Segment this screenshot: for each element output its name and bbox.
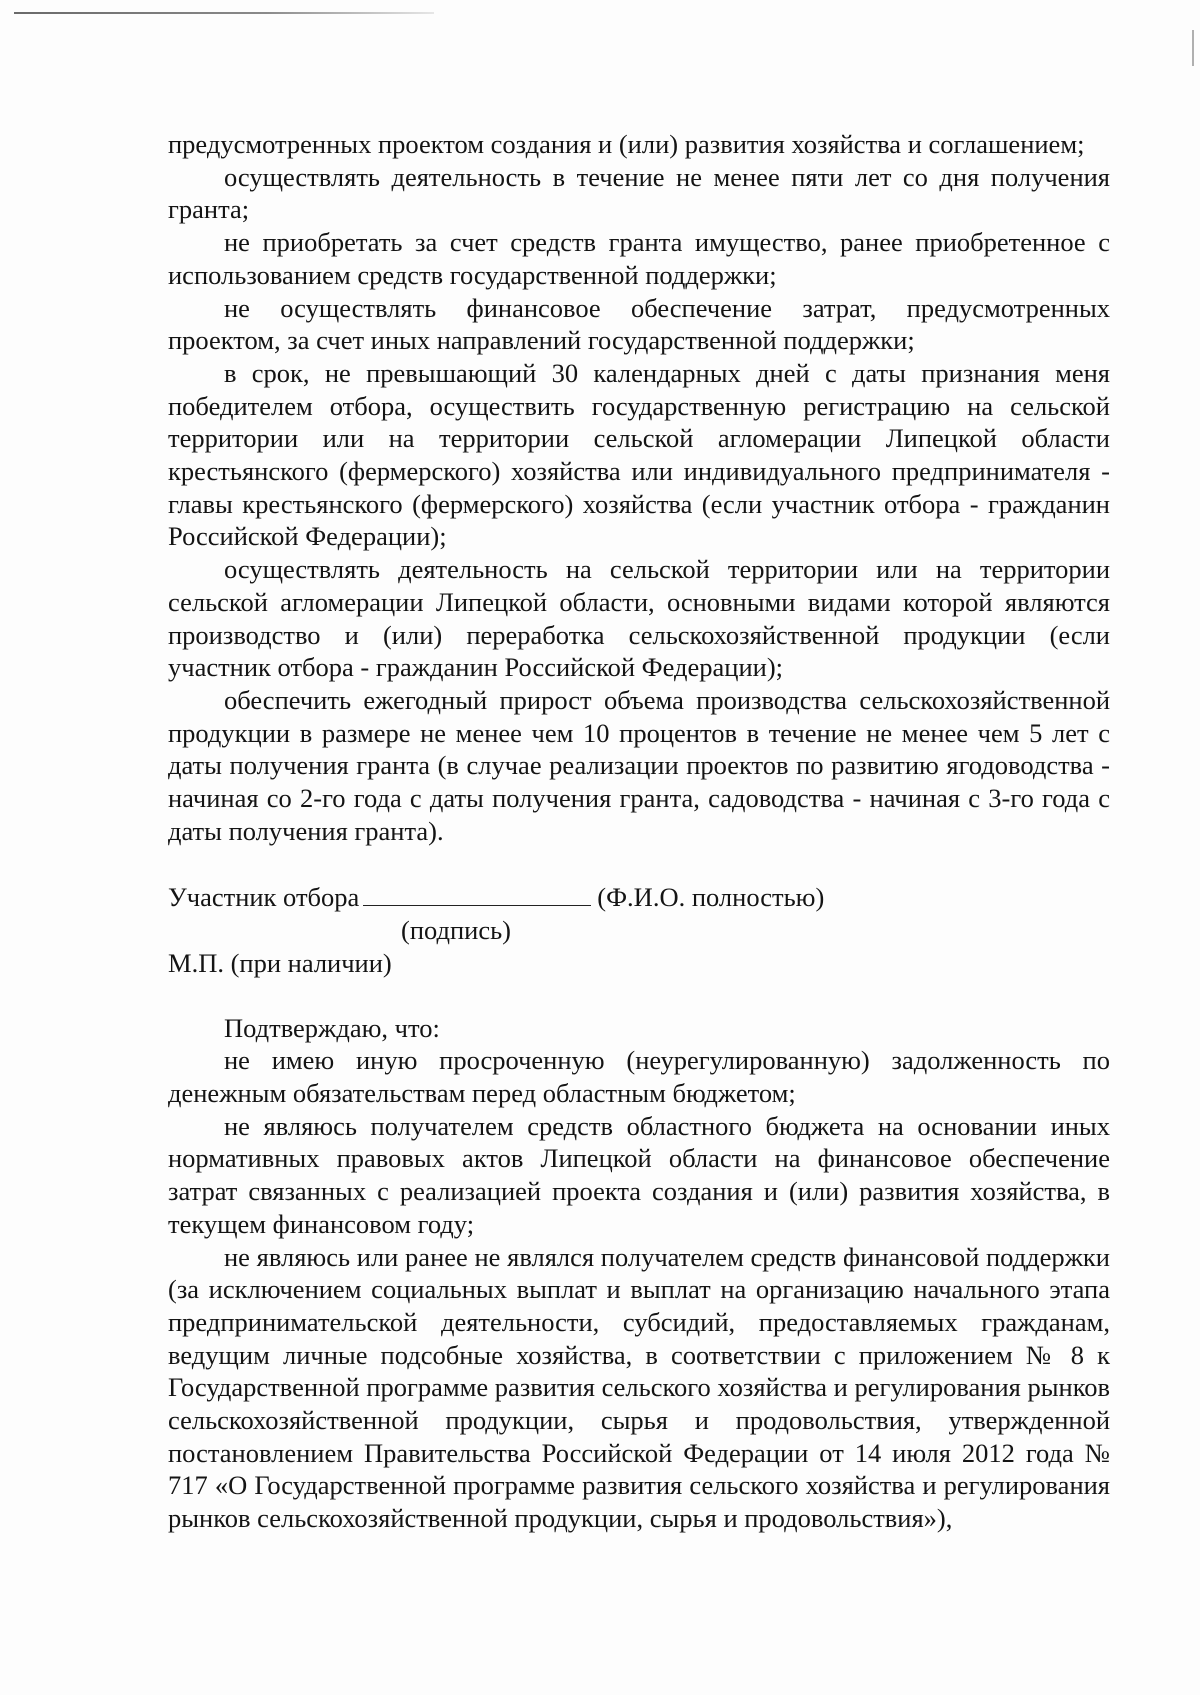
stamp-note: М.П. (при наличии) xyxy=(168,947,392,978)
signature-label: Участник отбора xyxy=(168,882,360,913)
document-body xyxy=(168,128,1110,1535)
fio-note: (Ф.И.О. полностью) xyxy=(597,882,825,913)
signature-block xyxy=(168,881,1110,914)
paragraph-continuation: предусмотренных проектом создания и (или) развития хозяйства и соглашением; xyxy=(168,129,1085,159)
confirm-heading: Подтверждаю, что: xyxy=(224,1012,440,1043)
scan-edge-line xyxy=(14,12,434,14)
paragraph: в срок, не превышающий 30 календарных дней с даты признания меня победителем отбора, осуществить государственную регистрацию на сельской территории или на территории сельской агломерации Липецкой области крестьянского (фермерского) хозяйства или индивидуального предпринимателя - главы крестьянского (фермерского) хозяйства (если участник отбора - гражданин Российской Федерации); xyxy=(168,357,1110,552)
paragraph: не являюсь получателем средств областного бюджета на основании иных нормативных правовых актов Липецкой области на финансовое обеспечение затрат связанных с реализацией проекта создания и (или) развития хозяйства, в текущем финансовом году; xyxy=(168,1110,1110,1239)
paragraph: не осуществлять финансовое обеспечение затрат, предусмотренных проектом, за счет иных направлений государственной поддержки; xyxy=(168,292,1110,356)
paragraph: обеспечить ежегодный прирост объема производства сельскохозяйственной продукции в размере не менее чем 10 процентов в течение не менее чем 5 лет с даты получения гранта (в случае реализации проектов по развитию ягодоводства - начиная со 2-го года с даты получения гранта, садоводства - начиная с 3-го года с даты получения гранта). xyxy=(168,684,1110,846)
scan-edge-mark xyxy=(1192,30,1194,66)
paragraph: не имею иную просроченную (неурегулированную) задолженность по денежным обязательствам перед областным бюджетом; xyxy=(168,1045,1110,1108)
paragraph: не являюсь или ранее не являлся получателем средств финансовой поддержки (за исключением социальных выплат и выплат на организацию начального этапа предпринимательской деятельности, субсидий, предоставляемых гражданам, ведущим личные подсобные хозяйства, в соответствии с приложением № 8 к Государственной программе развития сельского хозяйства и регулирования рынков сельскохозяйственной продукции, сырья и продовольствия, утвержденной постановлением Правительства Российской Федерации от 14 июля 2012 года № 717 «О Государственной программе развития сельского хозяйства и регулирования рынков сельскохозяйственной продукции, сырья и продовольствия»), xyxy=(168,1241,1110,1534)
paragraph: не приобретать за счет средств гранта имущество, ранее приобретенное с использованием средств государственной поддержки; xyxy=(168,227,1110,290)
signature-line xyxy=(363,883,591,906)
paragraph: осуществлять деятельность в течение не менее пяти лет со дня получения гранта; xyxy=(168,161,1110,225)
signature-caption: (подпись) xyxy=(401,915,512,946)
paragraph: осуществлять деятельность на сельской территории или на территории сельской агломерации Липецкой области, основными видами которой являются производство и (или) переработка сельскохозяйственной продукции (если участник отбора - гражданин Российской Федерации); xyxy=(168,554,1110,683)
